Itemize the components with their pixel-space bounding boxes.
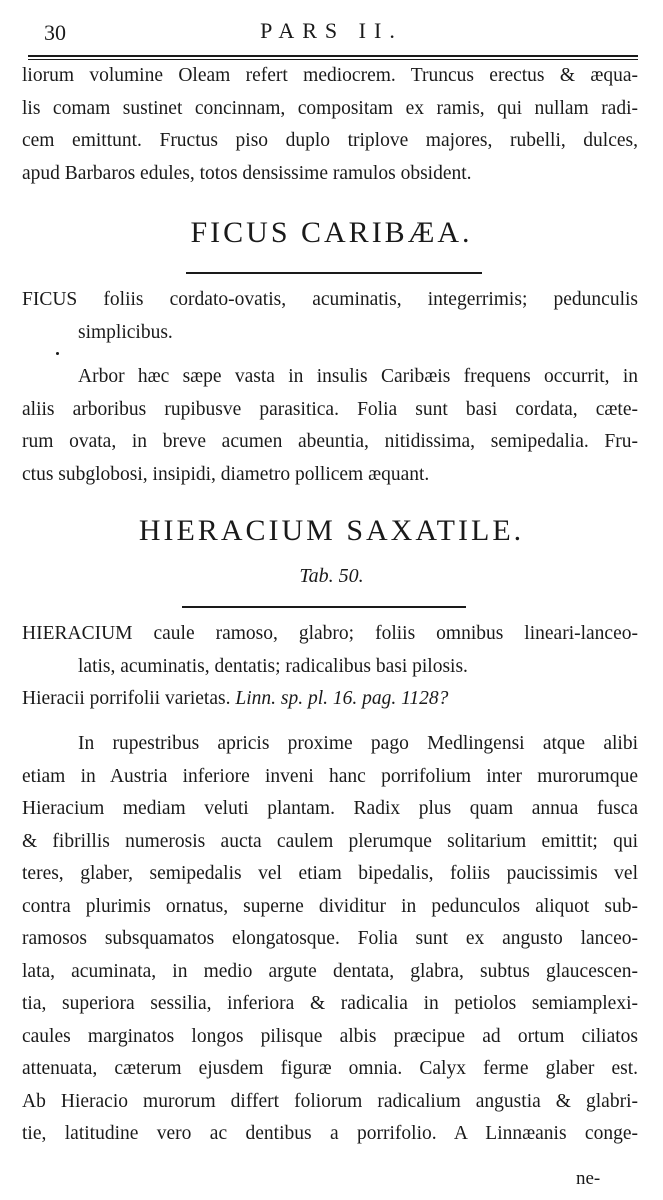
- text-line: lis comam sustinet concinnam, compositam ex ramis, qui nullam radi-: [22, 97, 638, 119]
- title-rule: [182, 606, 466, 608]
- text-line: latis, acuminatis, dentatis; radicalibus basi pilosis.: [78, 655, 468, 677]
- page-header: [0, 16, 663, 50]
- text-line: liorum volumine Oleam refert mediocrem. Truncus erectus & æqua-: [22, 65, 638, 86]
- ficus-description: [22, 361, 638, 491]
- text-line: simplicibus.: [78, 321, 173, 343]
- text-line: Hieracium mediam veluti plantam. Radix plus quam annua fusca: [22, 798, 638, 819]
- text-line: contra plurimis ornatus, superne dividitur in pedunculos aliquot sub-: [22, 895, 638, 917]
- text-line: attenuata, cæterum ejusdem figuræ omnia. Calyx ferme glaber est.: [22, 1058, 638, 1079]
- text-line: & fibrillis numerosis aucta caulem plerumque solitarium emittit; qui: [22, 830, 638, 852]
- text-line: apud Barbaros edules, totos densissime ramulos obsident.: [22, 162, 472, 184]
- ficus-diagnosis: [22, 284, 638, 349]
- title-rule: [186, 272, 482, 274]
- text-line: teres, glaber, semipedalis vel etiam bipedalis, foliis paucissimis vel: [22, 863, 638, 884]
- section-title-ficus: FICUS CARIBÆA.: [190, 216, 473, 249]
- header-rule: [28, 55, 638, 57]
- running-title: PARS II.: [260, 18, 403, 43]
- continuation-paragraph: [22, 60, 638, 190]
- synonym-reference: Linn. sp. pl. 16. pag. 1128?: [235, 688, 449, 709]
- text-line: ctus subglobosi, insipidi, diametro pollicem æquant.: [22, 463, 430, 485]
- text-line: rum ovata, in breve acumen abeuntia, nitidissima, semipedalia. Fru-: [22, 431, 638, 452]
- page-number: 30: [44, 20, 66, 45]
- hieracium-description: [22, 728, 638, 1151]
- text-line: caules marginatos longos pilisque albis præcipue ad ortum ciliatos: [22, 1025, 638, 1047]
- text-line: Ab Hieracio murorum differt foliorum radicalium angustia & glabri-: [22, 1090, 638, 1112]
- ink-speck: [56, 352, 59, 355]
- synonym-text: Hieracii porrifolii varietas.: [22, 688, 231, 709]
- text-line: cem emittunt. Fructus piso duplo triplove majores, rubelli, dulces,: [22, 130, 638, 151]
- text-line: FICUS foliis cordato-ovatis, acuminatis, integerrimis; pedunculis: [22, 289, 638, 310]
- hieracium-diagnosis: [22, 618, 638, 716]
- text-line: In rupestribus apricis proxime pago Medlingensi atque alibi: [78, 733, 638, 754]
- section-title-hieracium: HIERACIUM SAXATILE.: [138, 514, 525, 547]
- synonym-line: [22, 683, 638, 716]
- plate-reference: Tab. 50.: [299, 565, 364, 587]
- text-line: lata, acuminata, in medio argute dentata, glabra, subtus glaucescen-: [22, 960, 638, 982]
- text-line: etiam in Austria inferiore inveni hanc porrifolium inter murorumque: [22, 765, 638, 787]
- text-line: tia, superiora sessilia, inferiora & radicalia in petiolos semiamplexi-: [22, 993, 638, 1014]
- text-line: ramosos subsquamatos elongatosque. Folia sunt ex angusto lanceo-: [22, 928, 638, 949]
- catchword: ne-: [576, 1168, 601, 1189]
- text-line: aliis arboribus rupibusve parasitica. Folia sunt basi cordata, cæte-: [22, 398, 638, 420]
- text-line: tie, latitudine vero ac dentibus a porrifolio. A Linnæanis conge-: [22, 1123, 638, 1144]
- text-line: Arbor hæc sæpe vasta in insulis Caribæis frequens occurrit, in: [78, 366, 638, 387]
- text-line: HIERACIUM caule ramoso, glabro; foliis omnibus lineari-lanceo-: [22, 623, 638, 644]
